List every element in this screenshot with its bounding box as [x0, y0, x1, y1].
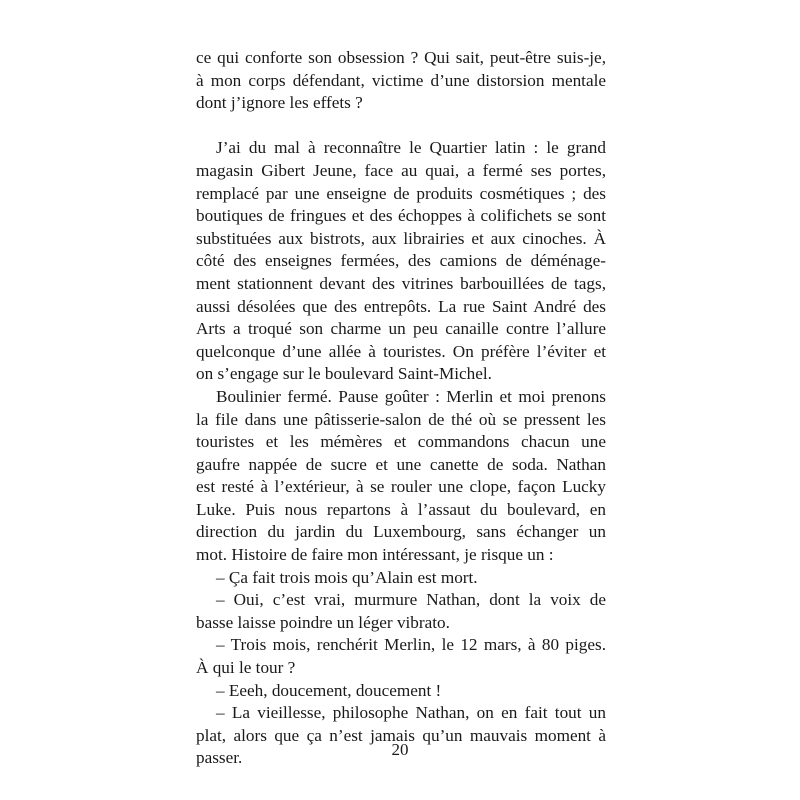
paragraph	[196, 47, 606, 115]
text-line: dont j’ignore les effets ?	[196, 93, 363, 113]
text-line: Luke. Puis nous repartons à l’assaut du boulevard, en	[196, 499, 606, 519]
text-line: passer.	[196, 748, 243, 768]
text-line: touristes et les mémères et commandons chacun une	[196, 432, 606, 452]
text-line: boutiques de fringues et des échoppes à colifichets se sont	[196, 206, 606, 226]
paragraph	[196, 137, 606, 386]
text-line: – La vieillesse, philosophe Nathan, on en fait tout un	[216, 703, 606, 723]
text-line: gaufre nappée de sucre et une canette de soda. Nathan	[196, 454, 606, 474]
text-line: – Eeeh, doucement, doucement !	[216, 680, 442, 700]
paragraph	[196, 680, 606, 703]
paragraph	[196, 386, 606, 567]
text-line: substituées aux bistrots, aux librairies et aux cinoches. À	[196, 228, 606, 248]
text-line: côté des enseignes fermées, des camions de déménage-	[196, 251, 606, 271]
text-line: on s’engage sur le boulevard Saint-Michel.	[196, 364, 492, 384]
text-line: – Ça fait trois mois qu’Alain est mort.	[216, 567, 478, 587]
paragraph-gap	[196, 115, 606, 138]
text-line: quelconque d’une allée à touristes. On préfère l’éviter et	[196, 341, 606, 361]
text-line: aussi désolées que des entrepôts. La rue Saint André des	[196, 296, 606, 316]
text-line: est resté à l’extérieur, à se rouler une clope, façon Lucky	[196, 477, 606, 497]
text-line: Boulinier fermé. Pause goûter : Merlin et moi prenons	[216, 386, 606, 406]
text-line: plat, alors que ça n’est jamais qu’un mauvais moment à	[196, 725, 606, 745]
text-line: à mon corps défendant, victime d’une distorsion mentale	[196, 70, 606, 90]
paragraph	[196, 589, 606, 634]
page-number: 20	[391, 740, 409, 759]
page-text-block	[196, 47, 606, 770]
text-line: la file dans une pâtisserie-salon de thé où se pressent les	[196, 409, 606, 429]
text-line: À qui le tour ?	[196, 658, 296, 678]
text-line: ment stationnent devant des vitrines barbouillées de tags,	[196, 273, 606, 293]
text-line: remplacé par une enseigne de produits cosmétiques ; des	[196, 183, 606, 203]
text-line: Arts a troqué son charme un peu canaille contre l’allure	[196, 319, 606, 339]
text-line: – Oui, c’est vrai, murmure Nathan, dont la voix de	[216, 590, 606, 610]
text-line: mot. Histoire de faire mon intéressant, je risque un :	[196, 545, 554, 565]
paragraph	[196, 567, 606, 590]
text-line: – Trois mois, renchérit Merlin, le 12 mars, à 80 piges.	[216, 635, 606, 655]
paragraph	[196, 634, 606, 679]
text-line: magasin Gibert Jeune, face au quai, a fermé ses portes,	[196, 160, 606, 180]
text-line: ce qui conforte son obsession ? Qui sait, peut-être suis-je,	[196, 48, 606, 67]
text-line: basse laisse poindre un léger vibrato.	[196, 612, 450, 632]
text-line: direction du jardin du Luxembourg, sans échanger un	[196, 522, 606, 542]
text-line: J’ai du mal à reconnaître le Quartier latin : le grand	[216, 138, 606, 158]
